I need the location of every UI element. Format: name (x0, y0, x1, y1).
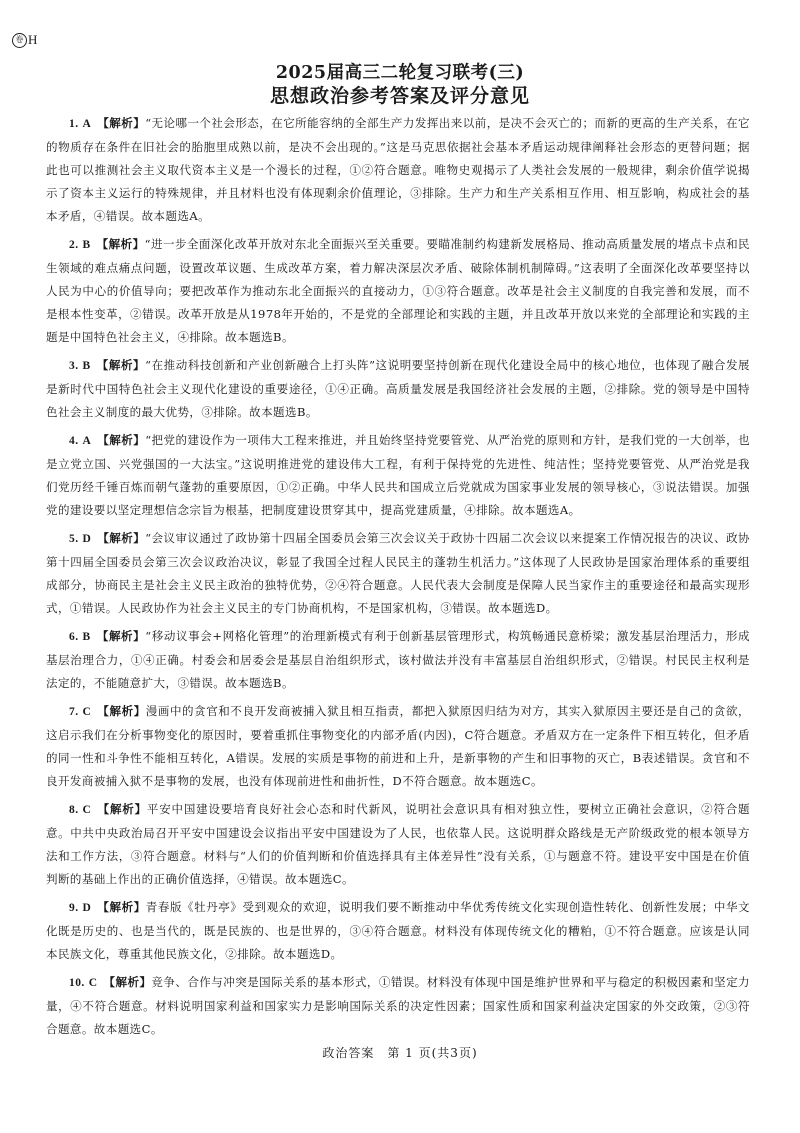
answer-item (46, 896, 750, 966)
answer-letter: C (82, 706, 92, 718)
analysis-tag: 【解析】 (97, 900, 146, 914)
corner-mark (12, 32, 37, 48)
analysis-text: “会议审议通过了政协第十四届全国委员会第三次会议关于政协十四届二次会议以来提案工作情况报告的决议、政协第十四届全国委员会第三次会议政治决议，彰显了我国全过程人民民主的蓬勃生机活力。”这体现了人民政协是国家治理体系的重要组成部分，协商民主是社会主义民主政治的独特优势，②④符合题意。人民代表大会制度是保障人民当家作主的重要途径和最高实现形式，①错误。人民政协作为社会主义民主的专门协商机构，不是国家机构，③错误。故本题选D。 (46, 531, 750, 615)
answer-item (46, 233, 750, 349)
question-number: 3. (69, 360, 79, 372)
answer-item (46, 700, 750, 793)
analysis-tag: 【解析】 (97, 116, 146, 130)
analysis-text: 竞争、合作与冲突是国际关系的基本形式，①错误。材料没有体现中国是维护世界和平与稳定的积极因素和坚定力量，④不符合题意。材料说明国家利益和国家实力是影响国际关系的决定性因素；国家性质和国家利益决定国家的外交政策，②③符合题意。故本题选C。 (46, 975, 750, 1036)
analysis-text: “移动议事会+网格化管理”的治理新模式有利于创新基层管理形式，构筑畅通民意桥梁；激发基层治理活力，形成基层治理合力，①④正确。村委会和居委会是基层自治组织形式，该村做法并没有丰富基层自治组织形式，②错误。村民民主权利是法定的，不能随意扩大，③错误。故本题选B。 (46, 629, 750, 690)
question-number: 7. (69, 706, 79, 718)
answer-letter: D (82, 902, 92, 914)
header (0, 62, 800, 108)
analysis-text: “把党的建设作为一项伟大工程来推进，并且始终坚持党要管党、从严治党的原则和方针，是我们党的一大创举，也是立党立国、兴党强国的一大法宝。”这说明推进党的建设伟大工程，有利于保持党的先进性、纯洁性；坚持党要管党、从严治党是我们党历经千锤百炼而朝气蓬勃的重要原因，①②正确。中华人民共和国成立后党就成为国家事业发展的领导核心，③说法错误。加强党的建设要以坚定理想信念宗旨为根基，把制度建设贯穿其中，提高党建质量，④排除。故本题选A。 (46, 433, 750, 517)
question-number: 9. (69, 902, 79, 914)
answer-letter: C (88, 977, 98, 989)
answer-item (46, 527, 750, 620)
question-number: 8. (69, 804, 79, 816)
analysis-tag: 【解析】 (97, 433, 146, 447)
analysis-text: “无论哪一个社会形态，在它所能容纳的全部生产力发挥出来以前，是决不会灭亡的；而新的更高的生产关系，在它的物质存在条件在旧社会的胎胞里成熟以前，是决不会出现的。”这是马克思依据社会基本矛盾运动规律阐释社会形态的更替问题；据此也可以推测社会主义取代资本主义是一个漫长的过程，①②符合题意。唯物史观揭示了人类社会发展的一般规律，剩余价值学说揭示了资本主义运行的特殊规律，并且材料也没有体现剩余价值理论，③排除。生产力和生产关系相互作用、相互影响，构成社会的基本矛盾，④错误。故本题选A。 (46, 116, 750, 223)
answer-item (46, 354, 750, 424)
answer-letter: A (82, 118, 92, 130)
answer-list (46, 112, 750, 1042)
answer-letter: D (82, 533, 92, 545)
question-number: 1. (69, 118, 79, 130)
analysis-tag: 【解析】 (96, 237, 145, 251)
analysis-tag: 【解析】 (97, 704, 146, 718)
question-number: 4. (69, 435, 79, 447)
analysis-tag: 【解析】 (97, 531, 146, 545)
answer-letter: B (82, 239, 91, 251)
answer-letter: B (82, 631, 91, 643)
page-footer: 政治答案 第 1 页(共3页) (322, 1046, 478, 1060)
question-number: 6. (69, 631, 79, 643)
question-number: 5. (69, 533, 79, 545)
analysis-text: 漫画中的贪官和不良开发商被捕入狱且相互指责，都把入狱原因归结为对方，其实入狱原因主要还是自己的贪欲，这启示我们在分析事物变化的原因时，要着重抓住事物变化的内部矛盾(内因)，C符合题意。矛盾双方在一定条件下相互转化，但矛盾的同一性和斗争性不能相互转化，A错误。发展的实质是事物的前进和上升，是新事物的产生和旧事物的灭亡，B表述错误。贪官和不良开发商被捕入狱不是事物的发展，也没有体现前进性和曲折性，D不符合题意。故本题选C。 (46, 704, 750, 788)
question-number: 10. (69, 977, 85, 989)
analysis-text: “在推动科技创新和产业创新融合上打头阵”这说明要坚持创新在现代化建设全局中的核心地位，也体现了融合发展是新时代中国特色社会主义现代化建设的重要途径，①④正确。高质量发展是我国经济社会发展的主题，②排除。党的领导是中国特色社会主义制度的最大优势，③排除。故本题选B。 (46, 358, 750, 419)
exam-title: 2025届高三二轮复习联考(三) (275, 63, 525, 83)
answer-item (46, 798, 750, 891)
analysis-tag: 【解析】 (103, 975, 152, 989)
analysis-tag: 【解析】 (96, 358, 146, 372)
corner-mark-letter: H (28, 32, 38, 47)
answer-item (46, 625, 750, 695)
answer-letter: B (82, 360, 91, 372)
analysis-text: 青春版《牡丹亭》受到观众的欢迎，说明我们要不断推动中华优秀传统文化实现创造性转化、创新性发展；中华文化既是历史的、也是当代的，既是民族的、也是世界的，③④符合题意。材料没有体现传统文化的糟粕，①不符合题意。应该是认同本民族文化，尊重其他民族文化，②排除。故本题选D。 (46, 900, 750, 961)
corner-mark-circle: 卷 (12, 33, 27, 48)
analysis-text: 平安中国建设要培育良好社会心态和时代新风，说明社会意识具有相对独立性，要树立正确社会意识，②符合题意。中共中央政治局召开平安中国建设会议指出平安中国建设为了人民，也依靠人民。这说明群众路线是无产阶级政党的根本领导方法和工作方法，③符合题意。材料与“人们的价值判断和价值选择具有主体差异性”没有关系，①与题意不符。建设平安中国是在价值判断的基础上作出的正确价值选择，④错误。故本题选C。 (46, 802, 750, 886)
answer-letter: C (82, 804, 92, 816)
answer-letter: A (82, 435, 92, 447)
answer-item (46, 429, 750, 522)
answer-item (46, 971, 750, 1041)
answer-item (46, 112, 750, 228)
question-number: 2. (69, 239, 79, 251)
analysis-tag: 【解析】 (96, 629, 146, 643)
analysis-text: “进一步全面深化改革开放对东北全面振兴至关重要。要瞄准制约构建新发展格局、推动高质量发展的堵点卡点和民生领域的难点痛点问题，设置改革议题、生成改革方案，着力解决深层次矛盾、破除体制机制障碍。”这表明了全面深化改革要坚持以人民为中心的价值导向；要把改革作为推动东北全面振兴的直接动力，①③符合题意。改革是社会主义制度的自我完善和发展，而不是根本性变革，②错误。改革开放是从1978年开始的，不是党的全部理论和实践的主题，并且改革开放以来党的全部理论和实践的主题是中国特色社会主义，④排除。故本题选B。 (46, 237, 750, 344)
document-subtitle: 思想政治参考答案及评分意见 (269, 85, 530, 107)
analysis-tag: 【解析】 (97, 802, 147, 816)
